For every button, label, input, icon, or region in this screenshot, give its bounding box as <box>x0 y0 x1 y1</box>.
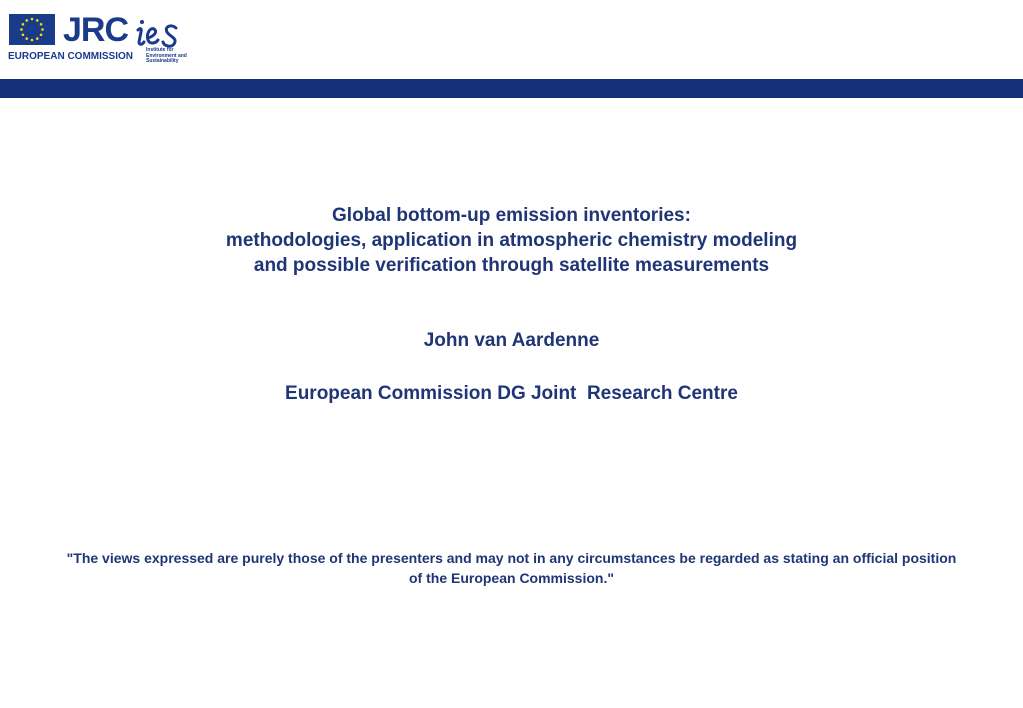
ies-caption: Institute for Environment and Sustainability <box>146 47 187 64</box>
title-line-3: and possible verification through satellite measurements <box>253 255 770 276</box>
presentation-title <box>0 203 1023 278</box>
institution-name: European Commission DG Joint Research Centre <box>285 383 738 404</box>
jrc-logo <box>8 10 198 68</box>
eu-flag-icon <box>9 14 55 45</box>
disclaimer-text: "The views expressed are purely those of the presenters and may not in any circumstances be regarded as stating an official position of the European Commission." <box>66 550 957 586</box>
author-name: John van Aardenne <box>423 330 600 351</box>
title-line-1: Global bottom-up emission inventories: <box>332 205 691 226</box>
jrc-wordmark: JRC <box>63 11 129 49</box>
title-line-2: methodologies, application in atmospheric chemistry modeling <box>225 230 798 251</box>
header-bar <box>0 79 1023 98</box>
european-commission-label: EUROPEAN COMMISSION <box>8 51 134 62</box>
